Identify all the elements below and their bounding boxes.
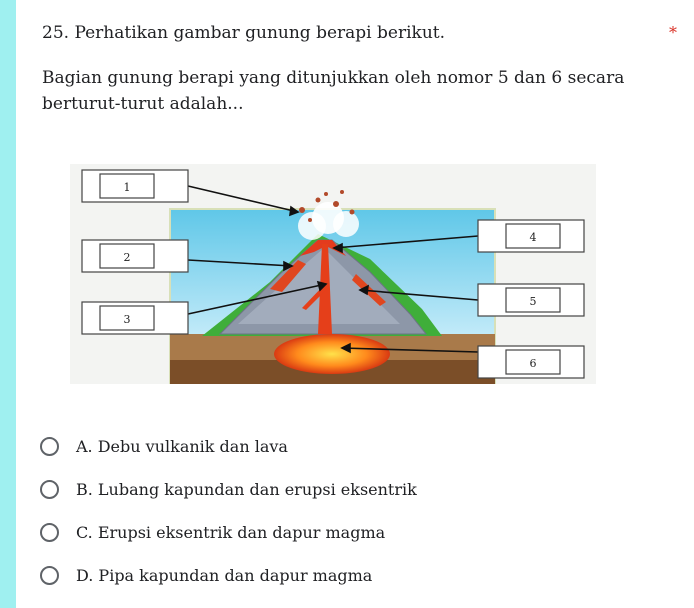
- required-mark: *: [669, 23, 677, 42]
- question-description: Bagian gunung berapi yang ditunjukkan oleh nomor 5 dan 6 secara berturut-turut adalah...: [42, 68, 625, 114]
- radio-a[interactable]: [40, 437, 59, 456]
- option-a-label[interactable]: A. Debu vulkanik dan lava: [76, 436, 288, 456]
- option-d-label[interactable]: D. Pipa kapundan dan dapur magma: [76, 565, 373, 585]
- radio-c[interactable]: [40, 523, 59, 542]
- answer-options: [40, 425, 417, 597]
- diagram-label-6: 6: [529, 357, 537, 370]
- question-title: 25. Perhatikan gambar gunung berapi berikut.: [42, 23, 446, 43]
- option-b[interactable]: [40, 468, 417, 511]
- option-d[interactable]: [40, 554, 417, 597]
- radio-d[interactable]: [40, 566, 59, 585]
- diagram-label-1: 1: [123, 181, 131, 194]
- option-c[interactable]: [40, 511, 417, 554]
- diagram-label-5: 5: [529, 295, 537, 308]
- option-c-label[interactable]: C. Erupsi eksentrik dan dapur magma: [76, 522, 386, 542]
- diagram-label-2: 2: [123, 251, 131, 264]
- volcano-diagram: [70, 164, 596, 384]
- option-a[interactable]: [40, 425, 417, 468]
- option-b-label[interactable]: B. Lubang kapundan dan erupsi eksentrik: [76, 479, 417, 499]
- diagram-label-3: 3: [123, 313, 131, 326]
- diagram-label-4: 4: [529, 231, 537, 244]
- form-accent-bar: [0, 0, 16, 608]
- radio-b[interactable]: [40, 480, 59, 499]
